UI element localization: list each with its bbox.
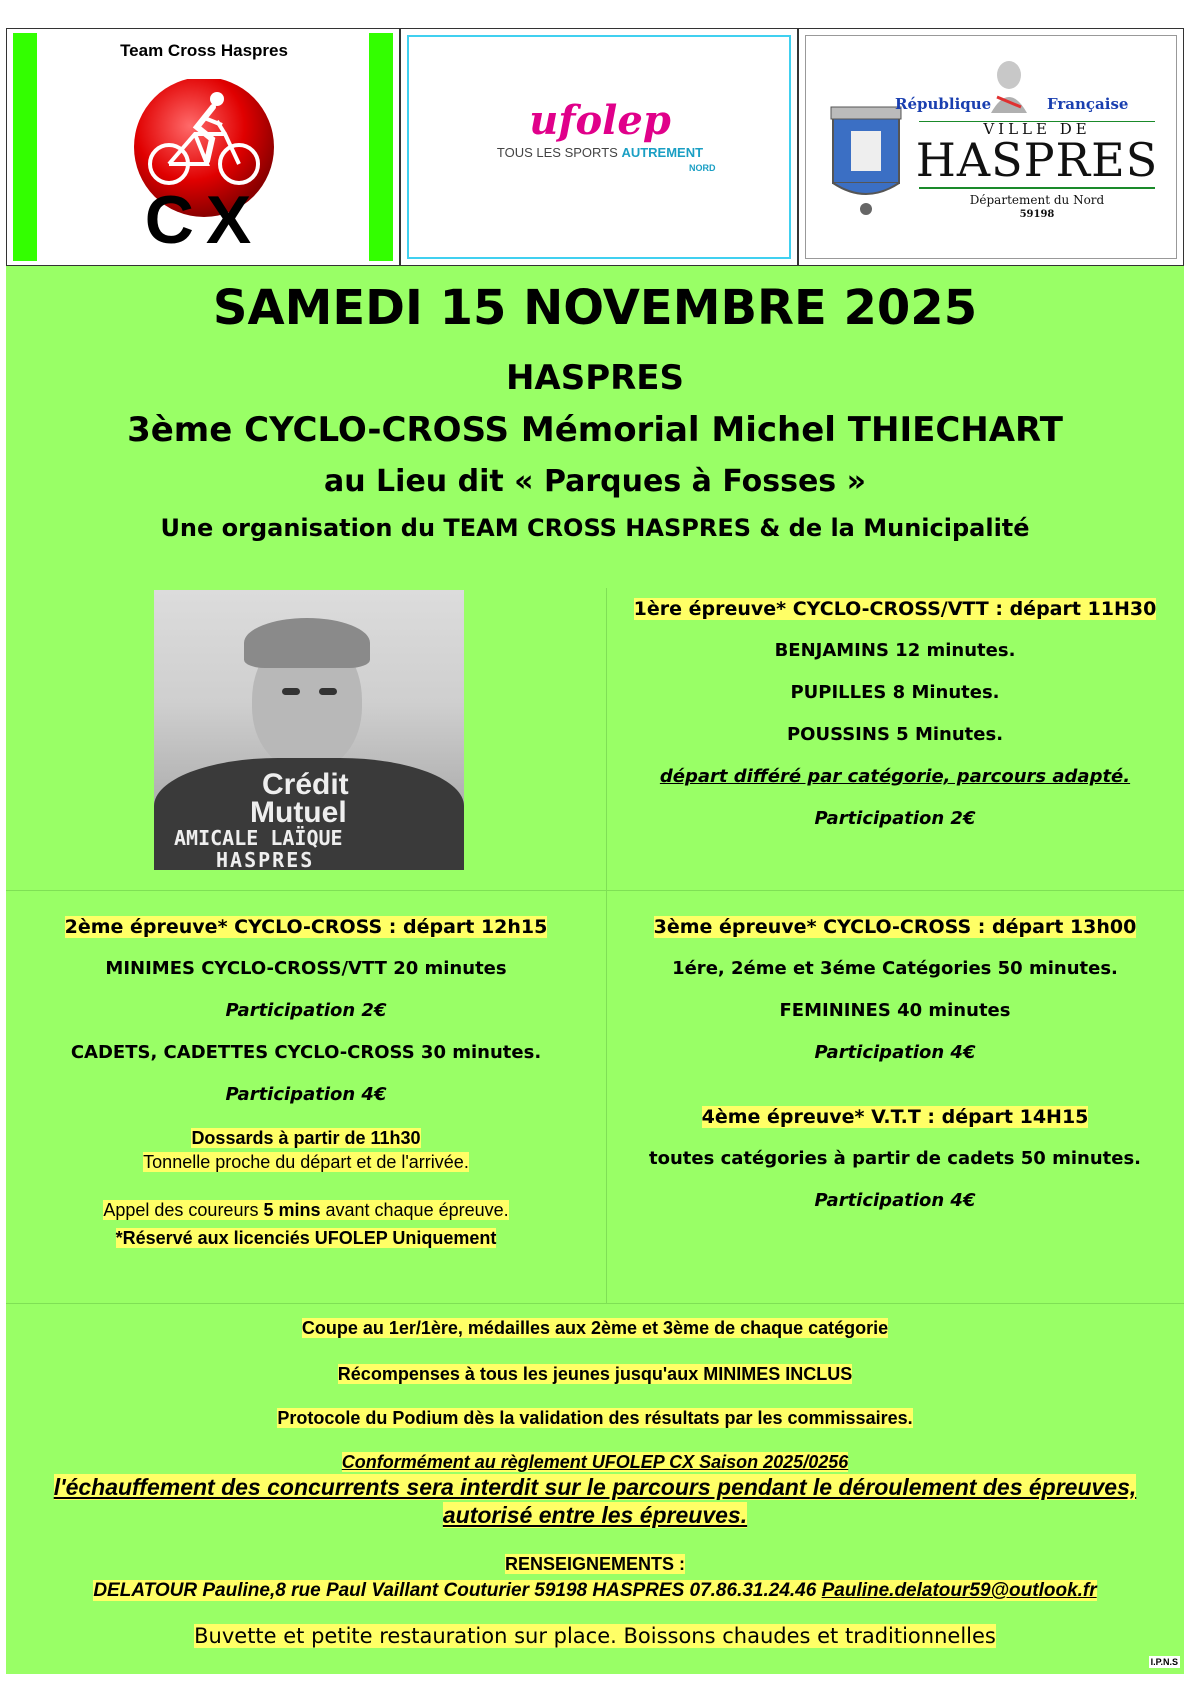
race2-appel-c: avant chaque épreuve. [320, 1200, 509, 1220]
race1-block [606, 598, 1184, 620]
jersey-text-3: AMICALE LAÏQUE [174, 826, 343, 850]
race3-title: 3ème épreuve* CYCLO-CROSS : départ 13h00 [653, 916, 1137, 938]
protocole-row [6, 1408, 1184, 1429]
ufolep-logo [400, 28, 798, 266]
race1-line2: PUPILLES 8 Minutes. [790, 682, 1000, 703]
race1-fee: Participation 2€ [814, 808, 976, 829]
ufolep-tagline-1: TOUS LES SPORTS [496, 145, 618, 160]
race4-title: 4ème épreuve* V.T.T : départ 14H15 [701, 1106, 1089, 1128]
race2-dossards-row [6, 1128, 606, 1149]
footer-reglement: Conformément au règlement UFOLEP CX Saison 2025/0256 [341, 1452, 849, 1472]
race2-title: 2ème épreuve* CYCLO-CROSS : départ 12h15 [64, 916, 548, 938]
race3-line1: 1ére, 2éme et 3éme Catégories 50 minutes. [672, 958, 1118, 979]
event-organizer: Une organisation du TEAM CROSS HASPRES & de la Municipalité [160, 514, 1030, 542]
reglement-row [6, 1452, 1184, 1473]
race2-appel-a: Appel des coureurs [103, 1200, 264, 1220]
ville-line3: HASPRES [915, 133, 1159, 187]
contact-address: 8 rue Paul Vaillant Couturier 59198 HASPRES 07.86.31.24.46 [275, 1580, 822, 1601]
jersey-text-2: Mutuel [250, 796, 347, 829]
contact-email-link[interactable]: Pauline.delatour59@outlook.fr [821, 1580, 1097, 1601]
contact-name: DELATOUR Pauline, [93, 1580, 276, 1601]
ville-line1b: Française [1047, 95, 1129, 113]
renseignements-row [6, 1554, 1184, 1575]
ville-line5: 59198 [1019, 209, 1055, 220]
recompenses-row [6, 1364, 1184, 1385]
race2-appel [6, 1200, 606, 1221]
ufolep-region: NORD [689, 163, 716, 173]
race4-fee: Participation 4€ [814, 1190, 976, 1211]
race2-appel-b: 5 mins [263, 1200, 321, 1220]
echauffement-row-2 [6, 1502, 1184, 1529]
logo-row [6, 28, 1184, 266]
ufolep-brand: ufolep [529, 97, 671, 144]
footer-echauffement-2: autorisé entre les épreuves. [442, 1502, 748, 1528]
buvette-row [6, 1624, 1184, 1648]
event-town: HASPRES [505, 358, 685, 398]
memorial-photo [154, 590, 464, 870]
race2-tonnelle: Tonnelle proche du départ et de l'arrivée. [143, 1152, 469, 1172]
race3-block [606, 916, 1184, 938]
coat-of-arms-icon [823, 101, 913, 221]
race2-reserve: *Réservé aux licenciés UFOLEP Uniquement [115, 1228, 497, 1248]
marianne-bust-icon [987, 57, 1031, 115]
race2-fee2: Participation 4€ [225, 1084, 387, 1105]
race2-dossards: Dossards à partir de 11h30 [191, 1128, 421, 1148]
event-location: au Lieu dit « Parques à Fosses » [324, 464, 866, 499]
race3-line2: FEMININES 40 minutes [779, 1000, 1011, 1021]
race3-fee: Participation 4€ [814, 1042, 976, 1063]
ville-line2: VILLE DE [983, 120, 1091, 138]
ufolep-tagline-2: AUTREMENT [621, 145, 704, 160]
flyer [6, 28, 1184, 1674]
team-cross-logo [6, 28, 400, 266]
race4-line1: toutes catégories à partir de cadets 50 minutes. [648, 1148, 1142, 1169]
contact-row [6, 1580, 1184, 1602]
race2-tonnelle-row [6, 1152, 606, 1173]
footer-echauffement-1: l'échauffement des concurrents sera interdit sur le parcours pendant le déroulement des épreuves, [53, 1474, 1137, 1500]
race2-line2: CADETS, CADETTES CYCLO-CROSS 30 minutes. [70, 1042, 542, 1063]
ville-haspres-logo [798, 28, 1184, 266]
ville-line1a: République [895, 95, 992, 113]
footer-ipns: I.P.N.S [1150, 1657, 1178, 1667]
event-date: SAMEDI 15 NOVEMBRE 2025 [212, 280, 978, 336]
echauffement-row-1 [6, 1474, 1184, 1501]
team-logo-mark: CX [144, 182, 264, 258]
event-name: 3ème CYCLO-CROSS Mémorial Michel THIECHART [127, 410, 1063, 450]
ville-line4: Département du Nord [969, 193, 1105, 207]
coupe-row [6, 1318, 1184, 1339]
race2-reserve-row [6, 1228, 606, 1249]
footer-coupe: Coupe au 1er/1ère, médailles aux 2ème et 3ème de chaque catégorie [301, 1318, 889, 1338]
race4-block [606, 1106, 1184, 1128]
team-logo-title: Team Cross Haspres [120, 41, 288, 60]
ufolep-tagline [401, 145, 799, 160]
race1-title: 1ère épreuve* CYCLO-CROSS/VTT : départ 11H30 [633, 598, 1157, 620]
footer-protocole: Protocole du Podium dès la validation des résultats par les commissaires. [277, 1408, 913, 1428]
race1-line3: POUSSINS 5 Minutes. [786, 724, 1004, 745]
jersey-text-4: HASPRES [216, 848, 315, 870]
race2-fee1: Participation 2€ [225, 1000, 387, 1021]
footer-recompenses: Récompenses à tous les jeunes jusqu'aux MINIMES INCLUS [337, 1364, 853, 1384]
jersey-text-1: Crédit [262, 768, 349, 801]
race2-line1: MINIMES CYCLO-CROSS/VTT 20 minutes [105, 958, 507, 979]
footer-renseignements: RENSEIGNEMENTS : [504, 1554, 686, 1574]
race2-block [6, 916, 606, 938]
footer-buvette: Buvette et petite restauration sur place. Boissons chaudes et traditionnelles [194, 1624, 996, 1648]
race1-line1: BENJAMINS 12 minutes. [774, 640, 1016, 661]
race1-note: départ différé par catégorie, parcours adapté. [659, 766, 1131, 787]
